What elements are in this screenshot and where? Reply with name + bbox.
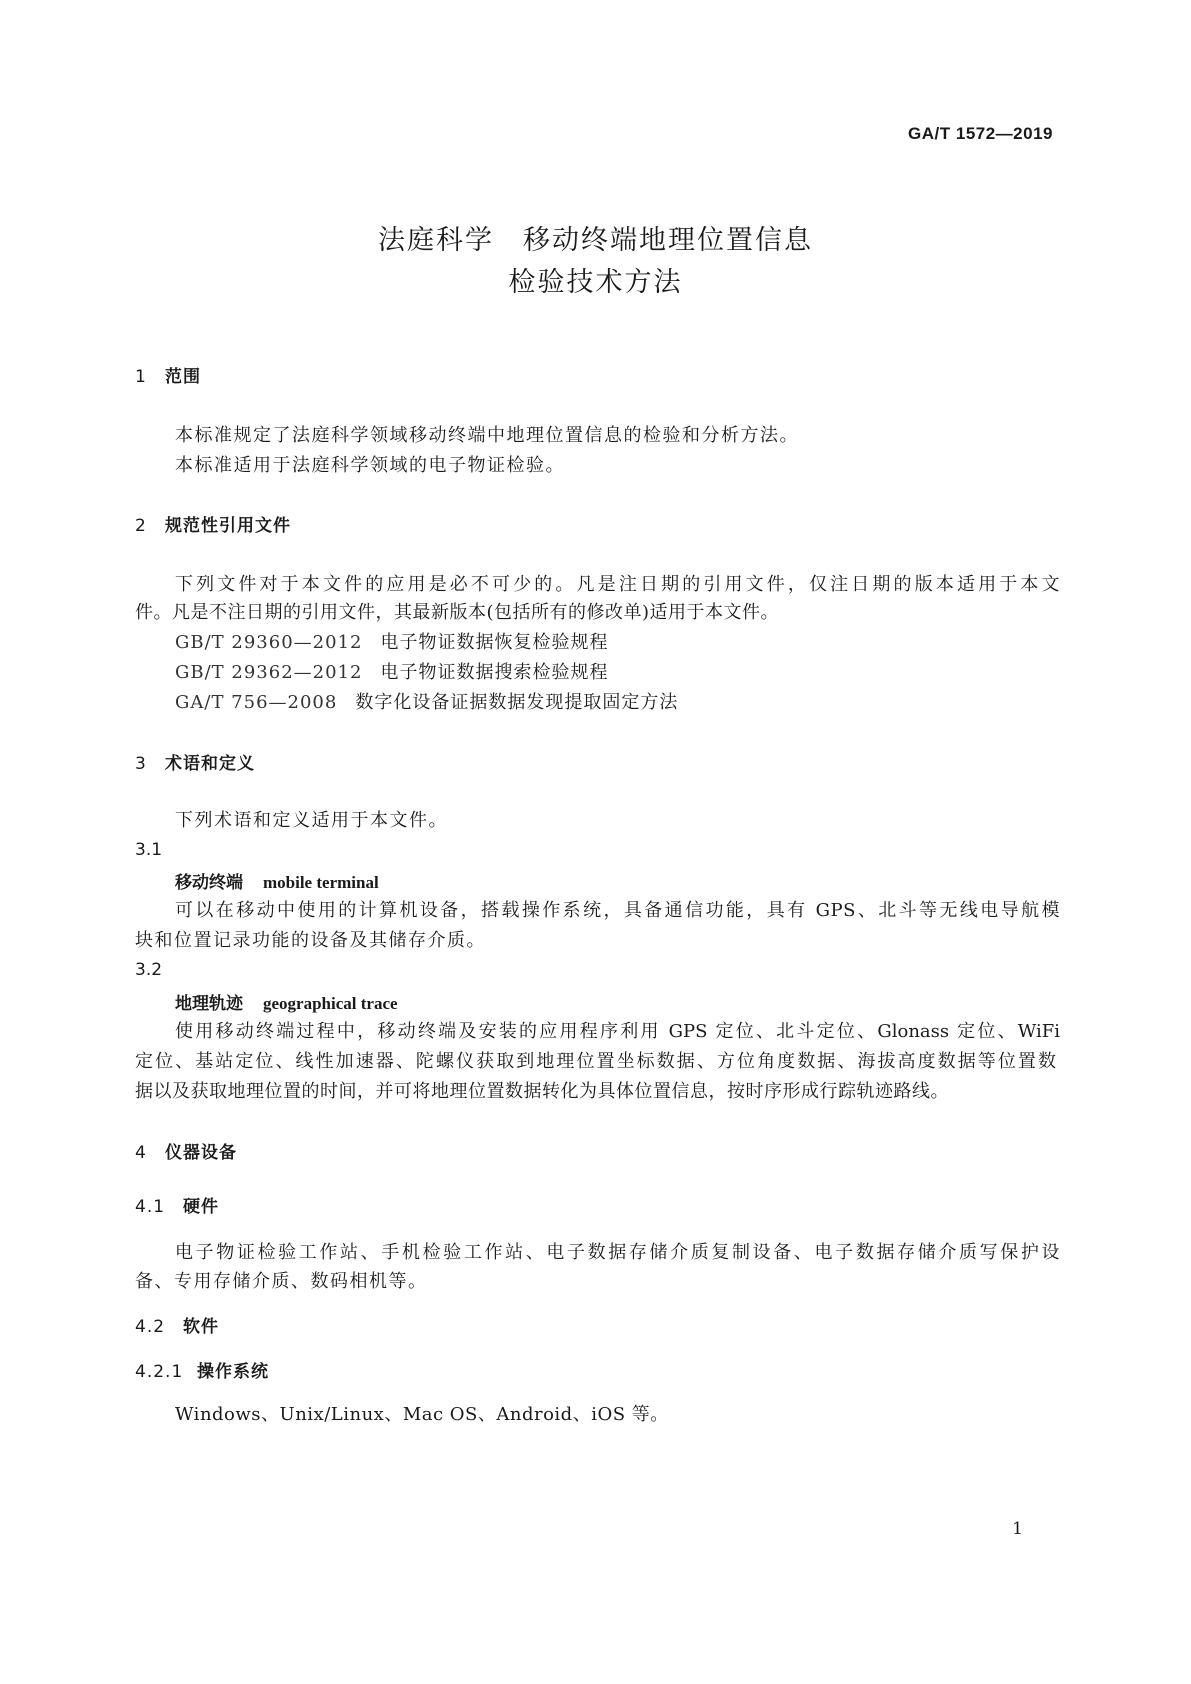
definition-text: 据以及获取地理位置的时间，并可将地理位置数据转化为具体位置信息，按时序形成行踪轨迹路线。 xyxy=(135,1081,949,1102)
section-number: 1 xyxy=(135,367,147,387)
document-title-line-1: 法庭科学 移动终端地理位置信息 xyxy=(378,225,813,256)
reference-item xyxy=(175,628,608,654)
paragraph: 本标准适用于法庭科学领域的电子物证检验。 xyxy=(175,455,565,476)
subsection-number: 4.2.1 xyxy=(135,1362,184,1382)
section-number: 2 xyxy=(135,516,147,536)
section-3-heading xyxy=(135,749,255,774)
standard-code: GA/T 1572—2019 xyxy=(908,124,1053,143)
term-number: 3.1 xyxy=(135,840,163,860)
paragraph: 下列文件对于本文件的应用是必不可少的。凡是注日期的引用文件，仅注日期的版本适用于本文 xyxy=(175,574,1060,595)
section-1-heading xyxy=(135,362,201,387)
reference-code: GB/T 29360—2012 xyxy=(175,632,363,653)
reference-name: 数字化设备证据数据发现提取固定方法 xyxy=(355,692,679,713)
subsection-4-2-heading xyxy=(135,1312,219,1337)
reference-item xyxy=(175,658,608,684)
section-title: 规范性引用文件 xyxy=(165,516,291,536)
paragraph: 本标准规定了法庭科学领域移动终端中地理位置信息的检验和分析方法。 xyxy=(175,425,799,446)
reference-name: 电子物证数据恢复检验规程 xyxy=(380,632,609,653)
term-en: geographical trace xyxy=(263,994,398,1013)
section-number: 4 xyxy=(135,1143,147,1163)
definition-text: 定位、基站定位、线性加速器、陀螺仪获取到地理位置坐标数据、方位角度数据、海拔高度数据等位置数 xyxy=(135,1051,1056,1072)
page-number: 1 xyxy=(1012,1519,1023,1539)
section-2-heading xyxy=(135,511,291,536)
subsection-4-1-heading xyxy=(135,1192,219,1217)
term-cn: 地理轨迹 xyxy=(175,994,243,1014)
reference-item xyxy=(175,688,678,714)
subsection-number: 4.1 xyxy=(135,1197,166,1217)
paragraph: Windows、Unix/Linux、Mac OS、Android、iOS 等。 xyxy=(175,1404,669,1425)
term-title xyxy=(175,868,379,893)
paragraph: 件。凡是不注日期的引用文件，其最新版本(包括所有的修改单)适用于本文件。 xyxy=(135,602,780,623)
reference-name: 电子物证数据搜索检验规程 xyxy=(380,662,609,683)
subsection-4-2-1-heading xyxy=(135,1357,269,1382)
paragraph: 下列术语和定义适用于本文件。 xyxy=(175,810,448,831)
subsection-number: 4.2 xyxy=(135,1317,166,1337)
document-title-line-2: 检验技术方法 xyxy=(508,267,683,298)
paragraph: 备、专用存储介质、数码相机等。 xyxy=(135,1271,428,1292)
definition-text: 使用移动终端过程中，移动终端及安装的应用程序利用 GPS 定位、北斗定位、Glonass 定位、WiFi xyxy=(175,1021,1060,1042)
section-title: 范围 xyxy=(165,367,201,387)
term-en: mobile terminal xyxy=(263,873,379,892)
term-title xyxy=(175,989,398,1014)
reference-code: GA/T 756—2008 xyxy=(175,692,338,713)
subsection-title: 硬件 xyxy=(183,1197,219,1217)
section-4-heading xyxy=(135,1138,237,1163)
reference-code: GB/T 29362—2012 xyxy=(175,662,363,683)
term-number: 3.2 xyxy=(135,960,163,980)
section-title: 仪器设备 xyxy=(165,1143,237,1163)
section-title: 术语和定义 xyxy=(165,754,255,774)
paragraph: 电子物证检验工作站、手机检验工作站、电子数据存储介质复制设备、电子数据存储介质写保护设 xyxy=(175,1242,1060,1263)
definition-text: 块和位置记录功能的设备及其储存介质。 xyxy=(135,930,486,951)
definition-text: 可以在移动中使用的计算机设备，搭载操作系统，具备通信功能，具有 GPS、北斗等无线电导航模 xyxy=(175,900,1060,921)
section-number: 3 xyxy=(135,754,147,774)
term-cn: 移动终端 xyxy=(175,873,243,893)
subsection-title: 软件 xyxy=(183,1317,219,1337)
subsection-title: 操作系统 xyxy=(197,1362,269,1382)
